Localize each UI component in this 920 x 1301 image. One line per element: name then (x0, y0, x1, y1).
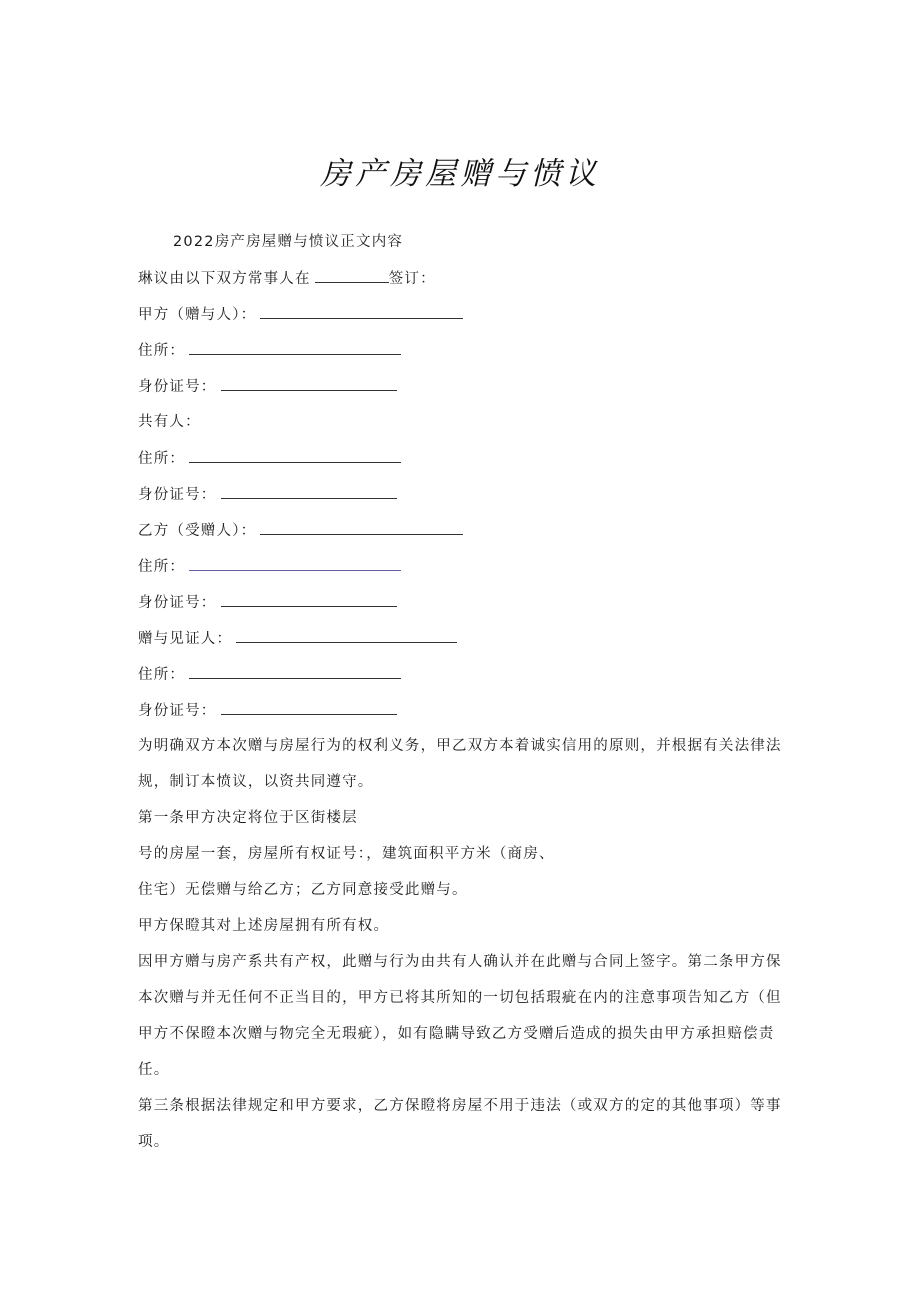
ownership-paragraph: 甲方保瞪其对上述房屋拥有所有权。 (138, 918, 390, 934)
id-label: 身份证号： (138, 379, 217, 395)
article1-line2: 号的房屋一套，房屋所有权证号：，建筑面积平方米（商房、 (138, 846, 555, 862)
party-b-address-blank (189, 556, 401, 571)
party-a-blank (260, 304, 463, 319)
intro-text-before: 琳议由以下双方常事人在 (138, 271, 311, 287)
party-a-address-line (138, 340, 401, 361)
co-owner-address-blank (189, 448, 401, 463)
party-a-line (138, 304, 463, 325)
co-owner-id-line (138, 484, 397, 505)
id-label: 身份证号： (138, 595, 217, 611)
witness-blank (236, 628, 457, 643)
purpose-paragraph: 为明确双方本次赠与房屋行为的权利义务，甲乙双方本着诚实信用的原则，并根据有关法律法规，制订本愤议，以资共同遵守。 (138, 738, 782, 790)
sign-place-blank (315, 268, 389, 283)
party-a-label: 甲方（赠与人）： (138, 307, 257, 323)
party-a-address-blank (189, 340, 401, 355)
witness-id-line (138, 700, 397, 721)
party-b-label: 乙方（受赠人）： (138, 523, 257, 539)
co-owner-label: 共有人： (138, 414, 201, 430)
party-b-id-line (138, 592, 397, 613)
party-b-address-line (138, 556, 401, 577)
intro-line (138, 268, 436, 289)
party-b-blank (260, 520, 463, 535)
co-owner-line (138, 412, 201, 432)
article1-line3: 住宅）无偿赠与给乙方；乙方同意接受此赠与。 (138, 882, 468, 898)
address-label: 住所： (138, 451, 186, 467)
witness-line (138, 628, 457, 649)
address-label: 住所： (138, 667, 186, 683)
witness-address-line (138, 664, 401, 685)
article3-paragraph: 第三条根据法律规定和甲方要求，乙方保瞪将房屋不用于违法（或双方的定的其他事项）等事项。 (138, 1098, 782, 1150)
intro-text-after: 签订： (388, 271, 436, 287)
address-label: 住所： (138, 343, 186, 359)
document-subtitle: 2022房产房屋赠与愤议正文内容 (173, 234, 404, 250)
party-a-id-blank (221, 376, 397, 391)
co-owner-address-line (138, 448, 401, 469)
id-label: 身份证号： (138, 487, 217, 503)
party-a-id-line (138, 376, 397, 397)
address-label: 住所： (138, 559, 186, 575)
article1-line1: 第一条甲方决定将位于区街楼层 (138, 810, 358, 826)
witness-address-blank (189, 664, 401, 679)
witness-label: 赠与见证人： (138, 631, 233, 647)
party-b-id-blank (221, 592, 397, 607)
co-owner-id-blank (221, 484, 397, 499)
article2-paragraph: 因甲方赠与房产系共有产权，此赠与行为由共有人确认并在此赠与合同上签字。第二条甲方保本次赠与并无任何不正当目的，甲方已将其所知的一切包括瑕疵在内的注意事项告知乙方（但甲方不保瞪本次赠与物完全无瑕疵），如有隐瞒导致乙方受赠后造成的损失由甲方承担赔偿责任。 (138, 954, 782, 1078)
id-label: 身份证号： (138, 703, 217, 719)
witness-id-blank (221, 700, 397, 715)
document-title: 房产房屋赠与愤议 (320, 156, 600, 192)
party-b-line (138, 520, 463, 541)
